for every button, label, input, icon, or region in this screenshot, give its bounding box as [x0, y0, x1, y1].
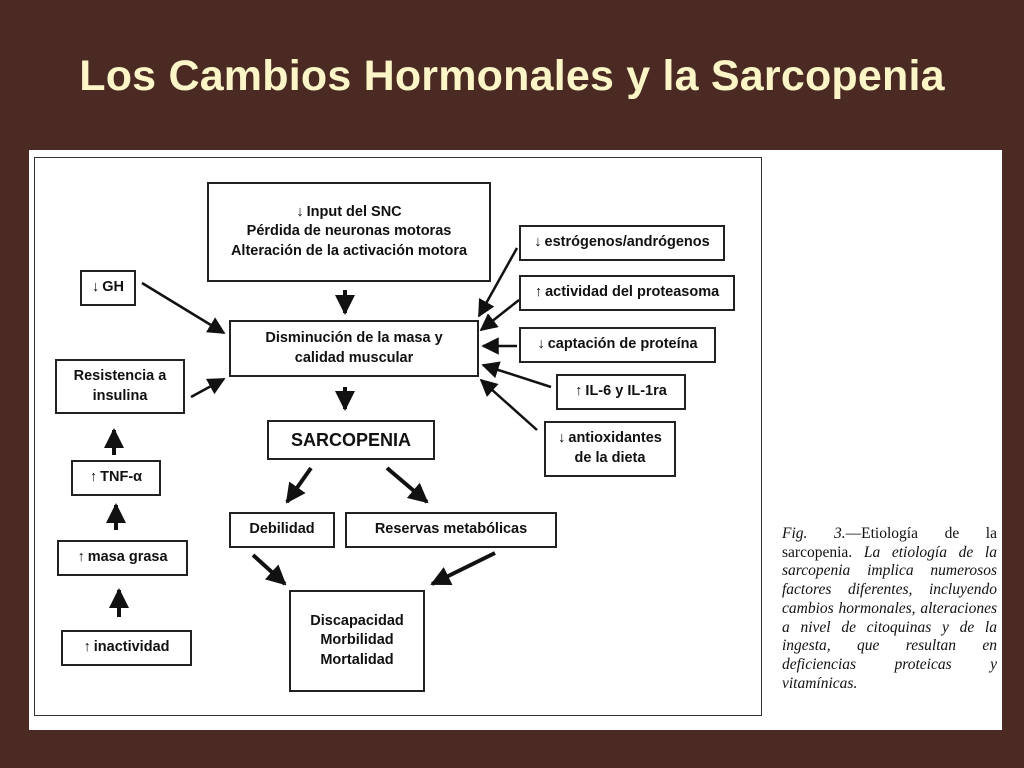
resistencia-box [55, 359, 185, 414]
sarcopenia-label: SARCOPENIA [290, 429, 411, 450]
caption-body: La etiología de la sarcopenia implica numerosos factores diferentes, incluyendo cambios hormonales, alteraciones a nivel de citoquinas y de la ingesta, que resultan en deficiencias proteicas y vitamínicas. [782, 543, 997, 692]
slide-title: Los Cambios Hormonales y la Sarcopenia [79, 52, 945, 100]
antioxidantes-box [544, 421, 676, 477]
resistencia-line-1: Resistencia a [73, 367, 167, 384]
caption-fig-number: Fig. 3. [782, 525, 846, 542]
debilidad-label: Debilidad [249, 521, 315, 538]
figure-panel [29, 150, 1002, 730]
tnf-label: ↑ TNF-α [90, 468, 142, 488]
reservas-label: Reservas metabólicas [374, 521, 528, 538]
captacion-box [519, 327, 716, 363]
arrow-resistencia-disminucion [191, 379, 224, 397]
outcome-mortalidad: Mortalidad [320, 651, 394, 668]
disminucion-box [229, 320, 479, 377]
inactividad-label: ↑ inactividad [84, 638, 170, 658]
disminucion-line-1: Disminución de la masa y [265, 329, 443, 346]
sarcopenia-box [267, 420, 435, 460]
arrow-gh-disminucion [142, 283, 224, 333]
arrow-antioxidantes-disminucion [481, 380, 537, 430]
masa-grasa-box [57, 540, 188, 576]
gh-label: ↓ GH [92, 278, 124, 298]
snc-line-3: Alteración de la activación motora [230, 242, 468, 259]
resistencia-line-2: insulina [92, 387, 148, 404]
masa-grasa-label: ↑ masa grasa [77, 548, 167, 568]
outcome-discapacidad: Discapacidad [310, 612, 404, 629]
snc-line-2: Pérdida de neuronas motoras [246, 223, 452, 240]
il6-box [556, 374, 686, 410]
arrow-debilidad-outcomes [253, 555, 285, 584]
outcomes-box [289, 590, 425, 692]
disminucion-line-2: calidad muscular [294, 349, 414, 366]
antioxidantes-line-1: ↓ antioxidantes [558, 429, 662, 449]
tnf-box [71, 460, 161, 496]
arrow-reservas-outcomes [432, 553, 495, 584]
outcome-morbilidad: Morbilidad [320, 632, 394, 649]
proteasoma-label: ↑ actividad del proteasoma [535, 283, 719, 303]
reservas-box [345, 512, 557, 548]
estrogenos-label: ↓ estrógenos/andrógenos [534, 233, 709, 253]
estrogenos-box [519, 225, 725, 261]
snc-box [207, 182, 491, 282]
arrow-sarcopenia-debilidad [287, 468, 311, 502]
gh-box [80, 270, 136, 306]
inactividad-box [61, 630, 192, 666]
snc-line-1: ↓ Input del SNC [296, 203, 401, 223]
arrow-il6-disminucion [483, 365, 551, 387]
antioxidantes-line-2: de la dieta [574, 450, 646, 466]
arrow-sarcopenia-reservas [387, 468, 427, 502]
il6-label: ↑ IL-6 y IL-1ra [575, 382, 667, 402]
figure-caption [782, 525, 997, 693]
caption-lead: —Etiología de la sarcopenia. [782, 525, 997, 561]
debilidad-box [229, 512, 335, 548]
proteasoma-box [519, 275, 735, 311]
captacion-label: ↓ captación de proteína [537, 335, 697, 355]
